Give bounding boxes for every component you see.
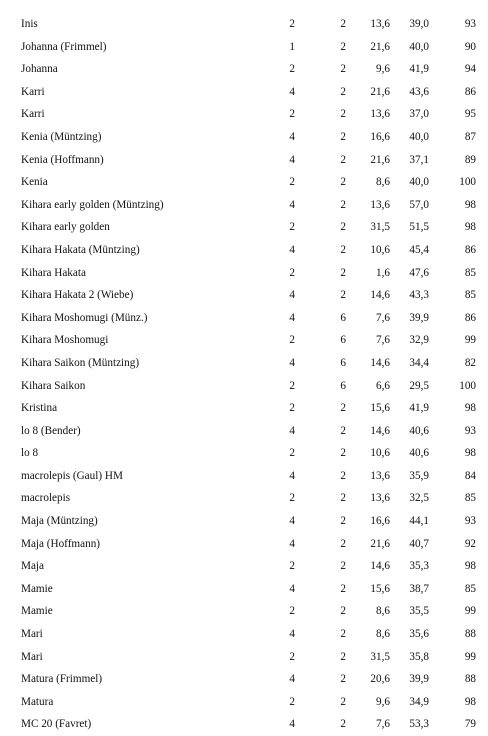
value-cell-5: 90	[464, 40, 476, 53]
value-cell-1: 2	[289, 695, 295, 708]
table-row	[0, 668, 488, 691]
value-cell-3: 14,6	[370, 560, 390, 573]
value-cell-3: 15,6	[370, 402, 390, 415]
table-row	[0, 126, 488, 149]
variety-cell: Kenia (Hoffmann)	[21, 153, 104, 166]
value-cell-5: 79	[464, 718, 476, 731]
variety-cell: Maja (Hoffmann)	[21, 537, 101, 550]
value-cell-2: 2	[340, 469, 346, 482]
table-row	[0, 533, 488, 556]
value-cell-3: 21,6	[370, 40, 390, 53]
value-cell-4: 37,1	[409, 153, 429, 166]
variety-cell: Mamie	[21, 605, 53, 618]
value-cell-2: 6	[340, 311, 346, 324]
value-cell-2: 6	[340, 334, 346, 347]
table-row	[0, 149, 488, 172]
variety-cell: Kihara Hakata (Müntzing)	[21, 243, 140, 256]
value-cell-5: 98	[464, 221, 476, 234]
value-cell-1: 4	[289, 424, 295, 437]
value-cell-1: 4	[289, 582, 295, 595]
value-cell-1: 2	[289, 221, 295, 234]
value-cell-2: 2	[340, 108, 346, 121]
variety-cell: Kihara Moshomugi	[21, 334, 109, 347]
table-row	[0, 600, 488, 623]
value-cell-5: 99	[464, 650, 476, 663]
value-cell-4: 37,0	[409, 108, 429, 121]
value-cell-4: 40,6	[409, 424, 429, 437]
value-cell-1: 2	[289, 63, 295, 76]
variety-cell: lo 8	[21, 447, 39, 460]
value-cell-3: 9,6	[376, 63, 390, 76]
value-cell-1: 4	[289, 673, 295, 686]
value-cell-2: 2	[340, 176, 346, 189]
table-row	[0, 13, 488, 36]
variety-cell: Kihara Moshomugi (Münz.)	[21, 311, 148, 324]
value-cell-3: 13,6	[370, 469, 390, 482]
value-cell-5: 85	[464, 492, 476, 505]
value-cell-5: 86	[464, 243, 476, 256]
value-cell-2: 2	[340, 153, 346, 166]
variety-cell: macrolepis (Gaul) HM	[21, 469, 123, 482]
value-cell-4: 39,9	[409, 311, 429, 324]
table-row	[0, 442, 488, 465]
table-row	[0, 510, 488, 533]
value-cell-4: 40,0	[409, 130, 429, 143]
value-cell-5: 87	[464, 130, 476, 143]
value-cell-5: 93	[464, 424, 476, 437]
value-cell-4: 40,0	[409, 176, 429, 189]
value-cell-5: 98	[464, 198, 476, 211]
value-cell-4: 35,6	[409, 628, 429, 641]
variety-cell: Kihara Saikon (Müntzing)	[21, 356, 140, 369]
value-cell-2: 2	[340, 402, 346, 415]
value-cell-5: 89	[464, 153, 476, 166]
value-cell-1: 4	[289, 198, 295, 211]
table-row	[0, 58, 488, 81]
table-row	[0, 36, 488, 59]
value-cell-4: 34,9	[409, 695, 429, 708]
value-cell-5: 95	[464, 108, 476, 121]
value-cell-5: 86	[464, 311, 476, 324]
variety-cell: Kihara early golden (Müntzing)	[21, 198, 164, 211]
value-cell-2: 6	[340, 379, 346, 392]
value-cell-1: 2	[289, 18, 295, 30]
value-cell-2: 2	[340, 628, 346, 641]
value-cell-1: 4	[289, 515, 295, 528]
data-table	[0, 13, 488, 736]
value-cell-2: 2	[340, 582, 346, 595]
variety-cell: Mari	[21, 650, 43, 663]
value-cell-5: 98	[464, 447, 476, 460]
value-cell-4: 53,3	[409, 718, 429, 731]
variety-cell: Mamie	[21, 582, 53, 595]
value-cell-3: 7,6	[376, 334, 390, 347]
value-cell-1: 4	[289, 628, 295, 641]
table-row	[0, 284, 488, 307]
value-cell-4: 29,5	[409, 379, 429, 392]
value-cell-1: 2	[289, 650, 295, 663]
value-cell-5: 94	[464, 63, 476, 76]
value-cell-5: 88	[464, 628, 476, 641]
variety-cell: Mari	[21, 628, 43, 641]
table-row	[0, 465, 488, 488]
value-cell-1: 4	[289, 537, 295, 550]
value-cell-3: 31,5	[370, 650, 390, 663]
value-cell-5: 98	[464, 402, 476, 415]
value-cell-4: 40,7	[409, 537, 429, 550]
value-cell-4: 35,9	[409, 469, 429, 482]
value-cell-2: 2	[340, 560, 346, 573]
table-row	[0, 352, 488, 375]
value-cell-5: 85	[464, 582, 476, 595]
value-cell-3: 21,6	[370, 153, 390, 166]
variety-cell: Matura	[21, 695, 54, 708]
table-row	[0, 578, 488, 601]
value-cell-2: 2	[340, 221, 346, 234]
value-cell-2: 2	[340, 198, 346, 211]
value-cell-3: 20,6	[370, 673, 390, 686]
table-row	[0, 194, 488, 217]
value-cell-4: 35,3	[409, 560, 429, 573]
value-cell-3: 7,6	[376, 311, 390, 324]
variety-cell: Kihara Saikon	[21, 379, 86, 392]
table-row	[0, 691, 488, 714]
variety-cell: Inis	[21, 18, 38, 30]
table-row	[0, 713, 488, 736]
value-cell-1: 2	[289, 379, 295, 392]
value-cell-5: 100	[459, 379, 476, 392]
value-cell-1: 4	[289, 289, 295, 302]
value-cell-2: 6	[340, 356, 346, 369]
value-cell-4: 44,1	[409, 515, 429, 528]
value-cell-5: 98	[464, 560, 476, 573]
table-row	[0, 239, 488, 262]
table-row	[0, 262, 488, 285]
value-cell-4: 47,6	[409, 266, 429, 279]
value-cell-3: 15,6	[370, 582, 390, 595]
value-cell-3: 8,6	[376, 176, 390, 189]
variety-cell: Maja	[21, 560, 44, 573]
value-cell-4: 38,7	[409, 582, 429, 595]
value-cell-3: 6,6	[376, 379, 390, 392]
table-row	[0, 487, 488, 510]
table-body	[0, 13, 488, 736]
value-cell-3: 9,6	[376, 695, 390, 708]
value-cell-2: 2	[340, 266, 346, 279]
value-cell-4: 43,6	[409, 85, 429, 98]
table-row	[0, 375, 488, 398]
value-cell-1: 1	[289, 40, 295, 53]
table-row	[0, 329, 488, 352]
variety-cell: MC 20 (Favret)	[21, 718, 92, 731]
value-cell-5: 85	[464, 266, 476, 279]
variety-cell: Johanna	[21, 63, 58, 76]
value-cell-2: 2	[340, 650, 346, 663]
value-cell-2: 2	[340, 130, 346, 143]
table-row	[0, 623, 488, 646]
value-cell-1: 4	[289, 718, 295, 731]
value-cell-1: 2	[289, 108, 295, 121]
value-cell-2: 2	[340, 537, 346, 550]
variety-cell: macrolepis	[21, 492, 71, 505]
table-row	[0, 307, 488, 330]
value-cell-1: 4	[289, 469, 295, 482]
table-row	[0, 397, 488, 420]
value-cell-4: 39,9	[409, 673, 429, 686]
value-cell-2: 2	[340, 695, 346, 708]
value-cell-5: 93	[464, 18, 476, 30]
value-cell-1: 4	[289, 356, 295, 369]
value-cell-2: 2	[340, 718, 346, 731]
value-cell-4: 40,0	[409, 40, 429, 53]
value-cell-1: 2	[289, 402, 295, 415]
value-cell-3: 21,6	[370, 537, 390, 550]
value-cell-1: 4	[289, 130, 295, 143]
value-cell-3: 10,6	[370, 243, 390, 256]
value-cell-2: 2	[340, 424, 346, 437]
variety-cell: Matura (Frimmel)	[21, 673, 103, 686]
value-cell-3: 14,6	[370, 356, 390, 369]
value-cell-1: 2	[289, 605, 295, 618]
value-cell-1: 4	[289, 311, 295, 324]
value-cell-3: 16,6	[370, 515, 390, 528]
value-cell-2: 2	[340, 515, 346, 528]
value-cell-2: 2	[340, 243, 346, 256]
variety-cell: Kenia	[21, 176, 48, 189]
value-cell-1: 2	[289, 334, 295, 347]
value-cell-2: 2	[340, 605, 346, 618]
value-cell-2: 2	[340, 673, 346, 686]
value-cell-3: 14,6	[370, 289, 390, 302]
value-cell-5: 99	[464, 605, 476, 618]
value-cell-5: 100	[459, 176, 476, 189]
variety-cell: Karri	[21, 108, 45, 121]
value-cell-3: 13,6	[370, 492, 390, 505]
table-row	[0, 420, 488, 443]
value-cell-4: 41,9	[409, 402, 429, 415]
value-cell-5: 88	[464, 673, 476, 686]
value-cell-3: 1,6	[376, 266, 390, 279]
value-cell-4: 32,5	[409, 492, 429, 505]
value-cell-5: 82	[464, 356, 476, 369]
variety-cell: Karri	[21, 85, 45, 98]
variety-cell: Kihara Hakata 2 (Wiebe)	[21, 289, 134, 302]
value-cell-3: 8,6	[376, 605, 390, 618]
value-cell-3: 13,6	[370, 108, 390, 121]
value-cell-1: 2	[289, 492, 295, 505]
value-cell-3: 13,6	[370, 198, 390, 211]
variety-cell: Maja (Müntzing)	[21, 515, 98, 528]
value-cell-3: 14,6	[370, 424, 390, 437]
value-cell-1: 2	[289, 560, 295, 573]
value-cell-3: 8,6	[376, 628, 390, 641]
value-cell-2: 2	[340, 447, 346, 460]
value-cell-5: 92	[464, 537, 476, 550]
table-row	[0, 646, 488, 669]
value-cell-2: 2	[340, 18, 346, 30]
value-cell-3: 31,5	[370, 221, 390, 234]
value-cell-5: 85	[464, 289, 476, 302]
table-row	[0, 555, 488, 578]
value-cell-3: 7,6	[376, 718, 390, 731]
value-cell-4: 45,4	[409, 243, 429, 256]
value-cell-3: 10,6	[370, 447, 390, 460]
variety-cell: Kihara Hakata	[21, 266, 86, 279]
variety-cell: Johanna (Frimmel)	[21, 40, 107, 53]
value-cell-2: 2	[340, 289, 346, 302]
value-cell-1: 2	[289, 266, 295, 279]
value-cell-4: 32,9	[409, 334, 429, 347]
value-cell-2: 2	[340, 492, 346, 505]
value-cell-5: 98	[464, 695, 476, 708]
value-cell-3: 21,6	[370, 85, 390, 98]
value-cell-4: 35,8	[409, 650, 429, 663]
value-cell-5: 99	[464, 334, 476, 347]
value-cell-4: 40,6	[409, 447, 429, 460]
table-row	[0, 171, 488, 194]
value-cell-3: 16,6	[370, 130, 390, 143]
value-cell-4: 35,5	[409, 605, 429, 618]
variety-cell: lo 8 (Bender)	[21, 424, 81, 437]
value-cell-4: 34,4	[409, 356, 429, 369]
variety-cell: Kenia (Müntzing)	[21, 130, 102, 143]
table-row	[0, 103, 488, 126]
value-cell-2: 2	[340, 40, 346, 53]
value-cell-4: 51,5	[409, 221, 429, 234]
value-cell-4: 57,0	[409, 198, 429, 211]
table-row	[0, 216, 488, 239]
variety-cell: Kihara early golden	[21, 221, 110, 234]
value-cell-5: 93	[464, 515, 476, 528]
value-cell-2: 2	[340, 85, 346, 98]
value-cell-5: 84	[464, 469, 476, 482]
value-cell-3: 13,6	[370, 18, 390, 30]
value-cell-4: 43,3	[409, 289, 429, 302]
variety-cell: Kristina	[21, 402, 58, 415]
value-cell-4: 41,9	[409, 63, 429, 76]
table-row	[0, 81, 488, 104]
value-cell-1: 4	[289, 85, 295, 98]
value-cell-1: 2	[289, 447, 295, 460]
value-cell-4: 39,0	[409, 18, 429, 30]
value-cell-1: 4	[289, 153, 295, 166]
value-cell-1: 4	[289, 243, 295, 256]
value-cell-2: 2	[340, 63, 346, 76]
value-cell-1: 2	[289, 176, 295, 189]
value-cell-5: 86	[464, 85, 476, 98]
